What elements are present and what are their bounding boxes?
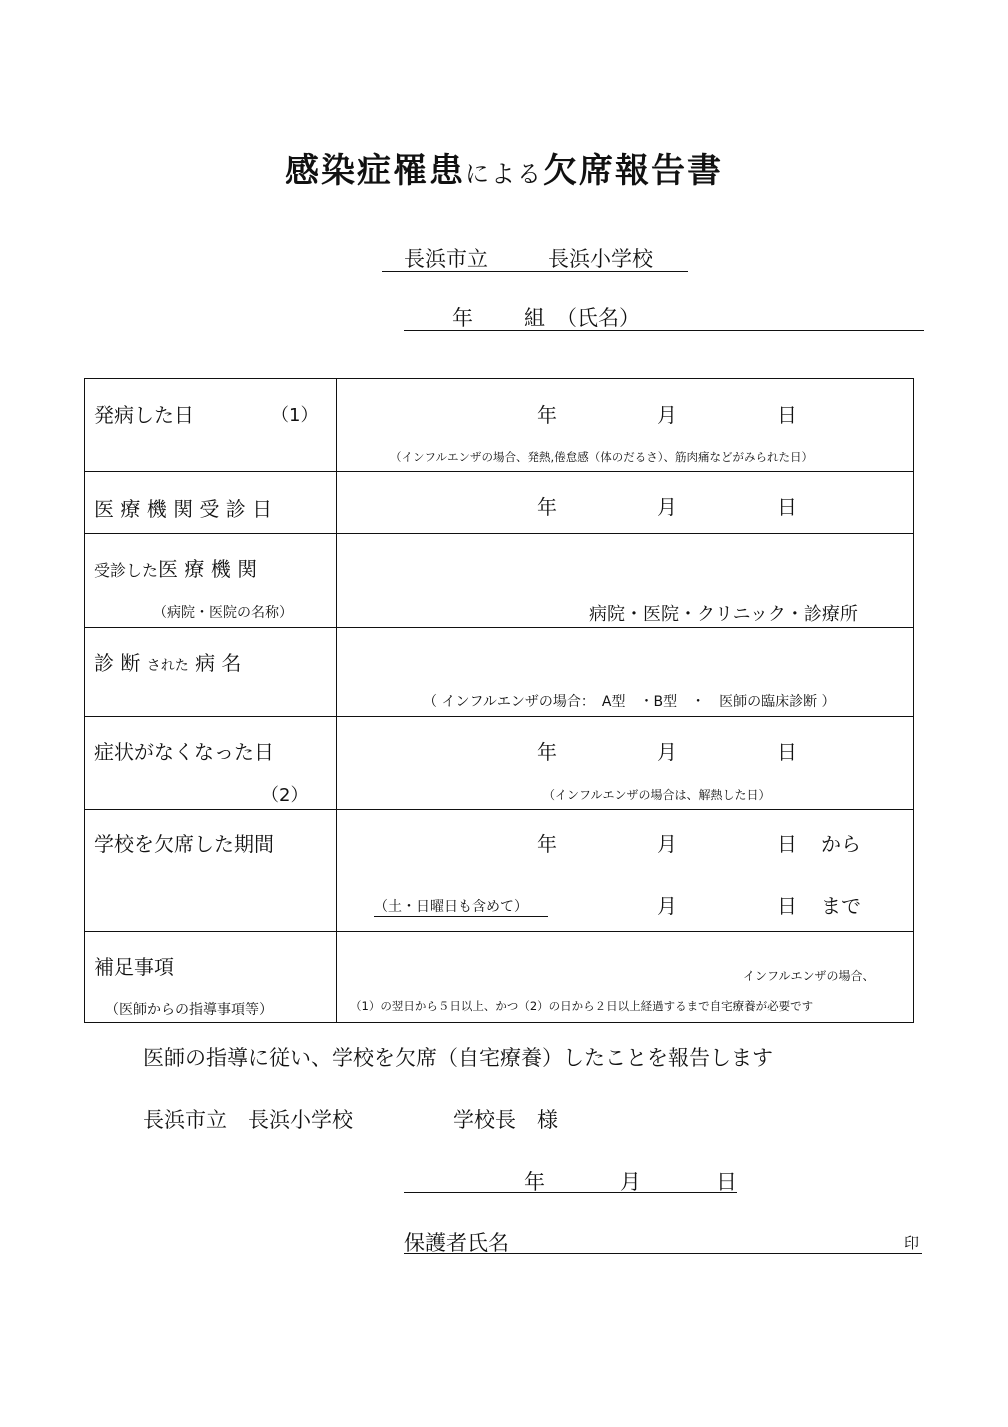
recovery-note: （インフルエンザの場合は、解熱した日）: [543, 788, 771, 802]
absence-end-month[interactable]: 月: [657, 894, 677, 918]
report-form-table: [84, 378, 914, 1023]
addressee-principal: 学校長 様: [453, 1108, 558, 1132]
onset-day[interactable]: 日: [777, 403, 797, 427]
recovery-year[interactable]: 年: [537, 740, 557, 764]
absence-from: から: [821, 832, 861, 856]
absence-month[interactable]: 月: [657, 832, 677, 856]
absence-including-weekends: （土・日曜日も含めて）: [374, 896, 548, 917]
absence-until: まで: [821, 894, 861, 918]
row-divider: [85, 716, 913, 717]
onset-note: （インフルエンザの場合、発熱,倦怠感（体のだるさ）、筋肉痛などがみられた日）: [390, 450, 813, 464]
student-name-label: （氏名）: [556, 306, 640, 330]
row-divider: [85, 533, 913, 534]
onset-year[interactable]: 年: [537, 403, 557, 427]
school-line: [382, 241, 688, 272]
row-divider: [85, 809, 913, 810]
report-statement: 医師の指導に従い、学校を欠席（自宅療養）したことを報告します: [143, 1046, 773, 1070]
institution-sub: （病院・医院の名称）: [153, 605, 293, 621]
report-day: 日: [716, 1170, 737, 1194]
institution-label-large: 医 療 機 関: [158, 557, 258, 581]
recovery-number: （2）: [261, 785, 309, 806]
onset-label: 発病した日: [94, 403, 194, 427]
guardian-name-line[interactable]: [404, 1227, 922, 1254]
student-year-label: 年: [452, 306, 473, 330]
diagnosis-label-a: 診 断: [94, 651, 141, 675]
visit-day[interactable]: 日: [777, 495, 797, 519]
visit-month[interactable]: 月: [657, 495, 677, 519]
absence-day[interactable]: 日: [777, 832, 797, 856]
recovery-label: 症状がなくなった日: [94, 740, 274, 764]
visit-year[interactable]: 年: [537, 495, 557, 519]
notes-sub: （医師からの指導事項等）: [105, 1002, 273, 1018]
absence-year[interactable]: 年: [537, 832, 557, 856]
document-title: [0, 143, 1008, 192]
institution-label: [94, 553, 257, 582]
absence-end-day[interactable]: 日: [777, 894, 797, 918]
institution-label-small: 受診した: [94, 561, 159, 580]
report-month: 月: [620, 1170, 641, 1194]
diagnosis-label: [94, 647, 241, 676]
seal-mark: 印: [904, 1234, 920, 1252]
guardian-label: 保護者氏名: [404, 1231, 509, 1255]
recovery-month[interactable]: 月: [657, 740, 677, 764]
report-date-line[interactable]: [404, 1166, 737, 1193]
student-name-line[interactable]: [404, 302, 924, 331]
institution-choices[interactable]: 病院・医院・クリニック・診療所: [589, 604, 858, 625]
row-divider: [85, 627, 913, 628]
onset-month[interactable]: 月: [657, 403, 677, 427]
report-year: 年: [524, 1170, 545, 1194]
title-part-3: 欠席報告書: [543, 151, 723, 191]
absence-label: 学校を欠席した期間: [94, 832, 274, 856]
notes-influenza-rule: （1）の翌日から５日以上、かつ（2）の日から２日以上経過するまで自宅療養が必要です: [350, 999, 814, 1013]
notes-label: 補足事項: [94, 955, 174, 979]
school-city: 長浜市立: [404, 247, 488, 271]
row-divider: [85, 471, 913, 472]
addressee-school: 長浜市立 長浜小学校: [143, 1108, 353, 1132]
row-divider: [85, 931, 913, 932]
school-name: 長浜小学校: [548, 247, 653, 271]
diagnosis-label-small: された: [146, 658, 189, 674]
recovery-day[interactable]: 日: [777, 740, 797, 764]
diagnosis-note[interactable]: （ インフルエンザの場合： A型 ・B型 ・ 医師の臨床診断 ）: [423, 694, 836, 710]
diagnosis-label-b: 病 名: [195, 651, 242, 675]
visit-label: 医 療 機 関 受 診 日: [94, 497, 273, 521]
notes-influenza-heading: インフルエンザの場合、: [743, 969, 875, 983]
column-divider: [336, 379, 337, 1022]
title-part-1: 感染症罹患: [285, 151, 465, 191]
onset-number: （1）: [271, 405, 319, 426]
student-class-label: 組: [524, 306, 545, 330]
title-part-2: による: [465, 160, 543, 188]
